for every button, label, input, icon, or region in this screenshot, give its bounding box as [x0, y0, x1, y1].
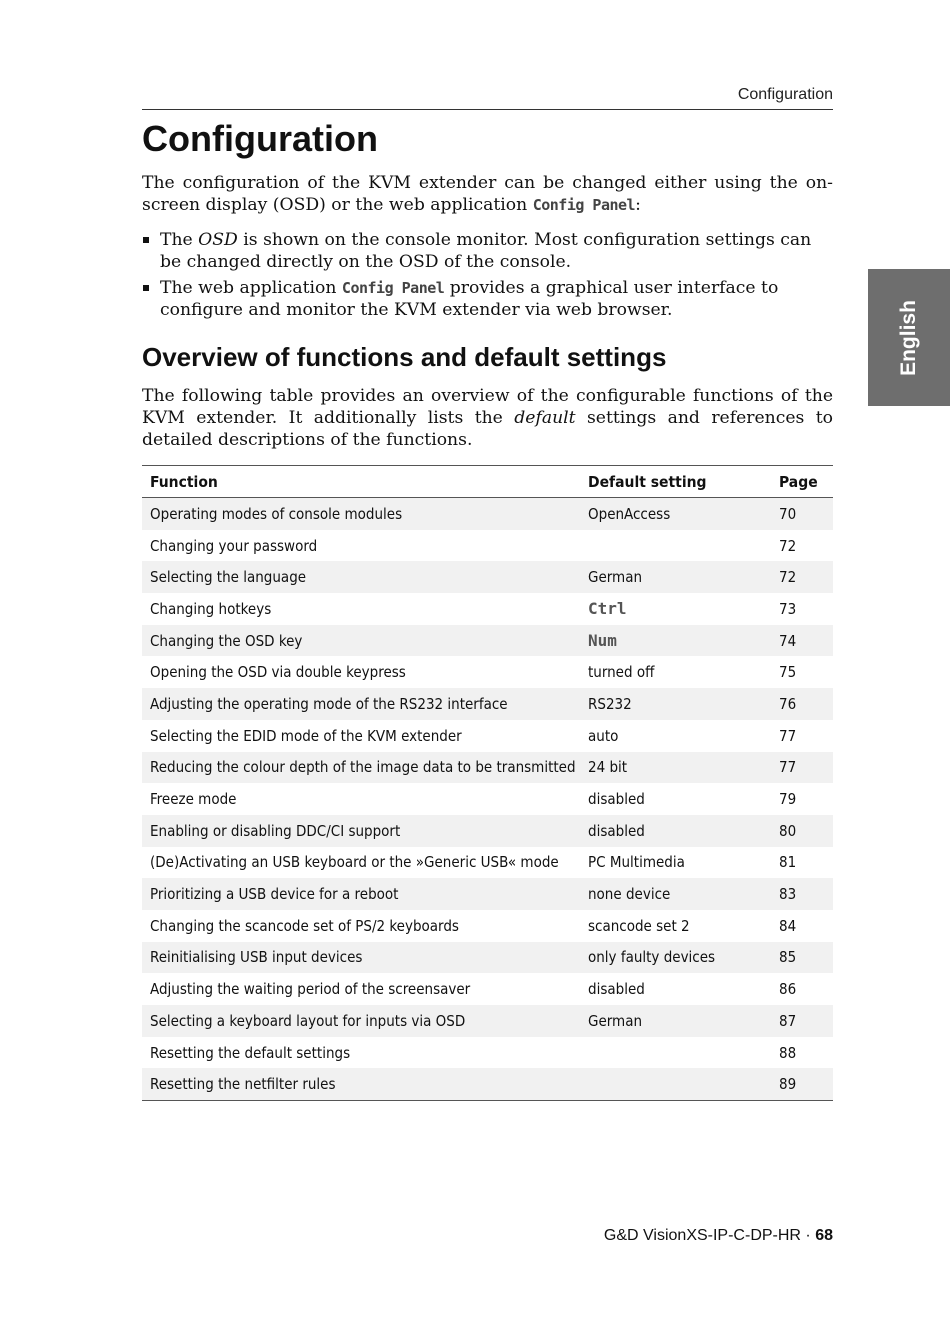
- header-rule: [142, 109, 833, 110]
- cell-default: only faulty devices: [580, 942, 771, 974]
- footer-product: G&D VisionXS-IP-C-DP-HR ·: [603, 1227, 816, 1244]
- cell-page: 73: [779, 599, 797, 618]
- table-body: [142, 498, 833, 1101]
- bullet-text: The web application: [160, 278, 342, 298]
- column-header-function: Function: [142, 466, 580, 498]
- page-number: 68: [815, 1227, 833, 1244]
- table-row: [142, 688, 833, 720]
- cell-function: Changing the scancode set of PS/2 keyboards: [150, 916, 459, 935]
- cell-page: 77: [779, 726, 797, 745]
- table-row: [142, 752, 833, 784]
- page-title: Configuration: [142, 118, 378, 159]
- table-row: [142, 656, 833, 688]
- cell-default: none device: [580, 878, 771, 910]
- cell-page: 74: [771, 625, 833, 657]
- cell-default: disabled: [580, 815, 771, 847]
- cell-default: auto: [588, 726, 619, 745]
- config-panel-term: Config Panel: [532, 196, 636, 214]
- cell-function: Operating modes of console modules: [142, 498, 580, 530]
- cell-page: 80: [771, 815, 833, 847]
- cell-default: PC Multimedia: [588, 853, 685, 872]
- cell-page: 72: [771, 561, 833, 593]
- cell-function: Freeze mode: [150, 790, 237, 809]
- running-header: Configuration: [737, 86, 833, 103]
- cell-default: disabled: [588, 790, 645, 809]
- column-header-page: Page: [771, 466, 833, 498]
- intro-paragraph: [142, 172, 833, 216]
- table-header-row: [142, 466, 833, 498]
- section-intro-text-1: The following table provides an overview of the configurable functions of the KVM extender. It additionally lists the: [142, 386, 833, 428]
- section-intro: [142, 385, 833, 451]
- functions-table: [142, 465, 833, 1101]
- cell-page: 87: [771, 1005, 833, 1037]
- cell-page: 89: [771, 1068, 833, 1100]
- section-intro-text-2: settings and references to detailed descriptions of the functions.: [142, 408, 834, 450]
- cell-page: 86: [779, 980, 797, 999]
- cell-default: [580, 1037, 771, 1069]
- cell-function: Opening the OSD via double keypress: [150, 663, 406, 682]
- table-row: [142, 910, 833, 942]
- cell-function: Adjusting the waiting period of the screensaver: [150, 980, 471, 999]
- column-header-default: Default setting: [580, 466, 771, 498]
- cell-page: 81: [779, 853, 797, 872]
- cell-function: Changing the OSD key: [142, 625, 580, 657]
- table-row: [142, 1037, 833, 1069]
- table-row: [142, 561, 833, 593]
- cell-function: Selecting the EDID mode of the KVM extender: [150, 726, 462, 745]
- cell-function: Selecting the language: [142, 561, 580, 593]
- cell-page: 70: [771, 498, 833, 530]
- cell-default: Num: [580, 625, 771, 657]
- cell-function: (De)Activating an USB keyboard or the »Generic USB« mode: [150, 853, 559, 872]
- bullet-list: [142, 229, 833, 325]
- cell-default: German: [580, 561, 771, 593]
- cell-default: OpenAccess: [580, 498, 771, 530]
- cell-page: 76: [771, 688, 833, 720]
- cell-default: turned off: [588, 663, 655, 682]
- cell-function: Reducing the colour depth of the image data to be transmitted: [142, 752, 580, 784]
- cell-page: 75: [779, 663, 797, 682]
- bullet-text: provides a graphical user interface to configure and monitor the KVM extender via web browser.: [160, 278, 779, 320]
- cell-default: [580, 530, 771, 562]
- cell-page: 84: [779, 916, 797, 935]
- cell-default: [580, 1068, 771, 1100]
- cell-default: 24 bit: [580, 752, 771, 784]
- cell-page: 85: [771, 942, 833, 974]
- section-title: Overview of functions and default settings: [142, 342, 667, 372]
- table-row: [142, 783, 833, 815]
- cell-page: 88: [779, 1043, 797, 1062]
- table-row: [142, 720, 833, 752]
- table-row: [142, 878, 833, 910]
- table-row: [142, 942, 833, 974]
- page-footer: [142, 1227, 833, 1245]
- cell-default: Ctrl: [588, 599, 627, 619]
- language-tab-label: English: [897, 299, 920, 376]
- table-row: [142, 530, 833, 562]
- bullet-item-config-panel: [142, 277, 833, 321]
- cell-default: RS232: [580, 688, 771, 720]
- config-panel-term: Config Panel: [341, 279, 445, 297]
- table-row: [142, 973, 833, 1005]
- bullet-text: is shown on the console monitor. Most configuration settings can be changed directly on the OSD of the console.: [160, 230, 812, 272]
- table-row: [142, 1068, 833, 1100]
- cell-default: disabled: [588, 980, 645, 999]
- bullet-text: The: [160, 230, 199, 250]
- cell-function: Changing hotkeys: [150, 599, 272, 618]
- table-row: [142, 625, 833, 657]
- table-row: [142, 593, 833, 625]
- cell-function: Resetting the netfilter rules: [142, 1068, 580, 1100]
- cell-function: Resetting the default settings: [150, 1043, 351, 1062]
- cell-page: 72: [779, 536, 797, 555]
- section-intro-emphasis: default: [514, 408, 576, 428]
- cell-page: 83: [771, 878, 833, 910]
- intro-text-2: :: [635, 195, 641, 215]
- table-row: [142, 1005, 833, 1037]
- cell-function: Reinitialising USB input devices: [142, 942, 580, 974]
- cell-page: 77: [771, 752, 833, 784]
- cell-function: Changing your password: [150, 536, 318, 555]
- cell-function: Selecting a keyboard layout for inputs via OSD: [142, 1005, 580, 1037]
- table-row: [142, 498, 833, 530]
- cell-function: Prioritizing a USB device for a reboot: [142, 878, 580, 910]
- cell-function: Adjusting the operating mode of the RS232 interface: [142, 688, 580, 720]
- cell-function: Enabling or disabling DDC/CI support: [142, 815, 580, 847]
- cell-default: scancode set 2: [588, 916, 690, 935]
- table-row: [142, 847, 833, 879]
- bullet-item-osd: [142, 229, 833, 273]
- intro-text-1: The configuration of the KVM extender can be changed either using the on-screen display (OSD) or the web application: [142, 173, 833, 215]
- language-tab: [868, 269, 950, 406]
- bullet-marker-icon: [143, 285, 149, 291]
- osd-term: OSD: [198, 230, 238, 250]
- table-row: [142, 815, 833, 847]
- cell-page: 79: [779, 790, 797, 809]
- cell-default: German: [580, 1005, 771, 1037]
- bullet-marker-icon: [143, 237, 149, 243]
